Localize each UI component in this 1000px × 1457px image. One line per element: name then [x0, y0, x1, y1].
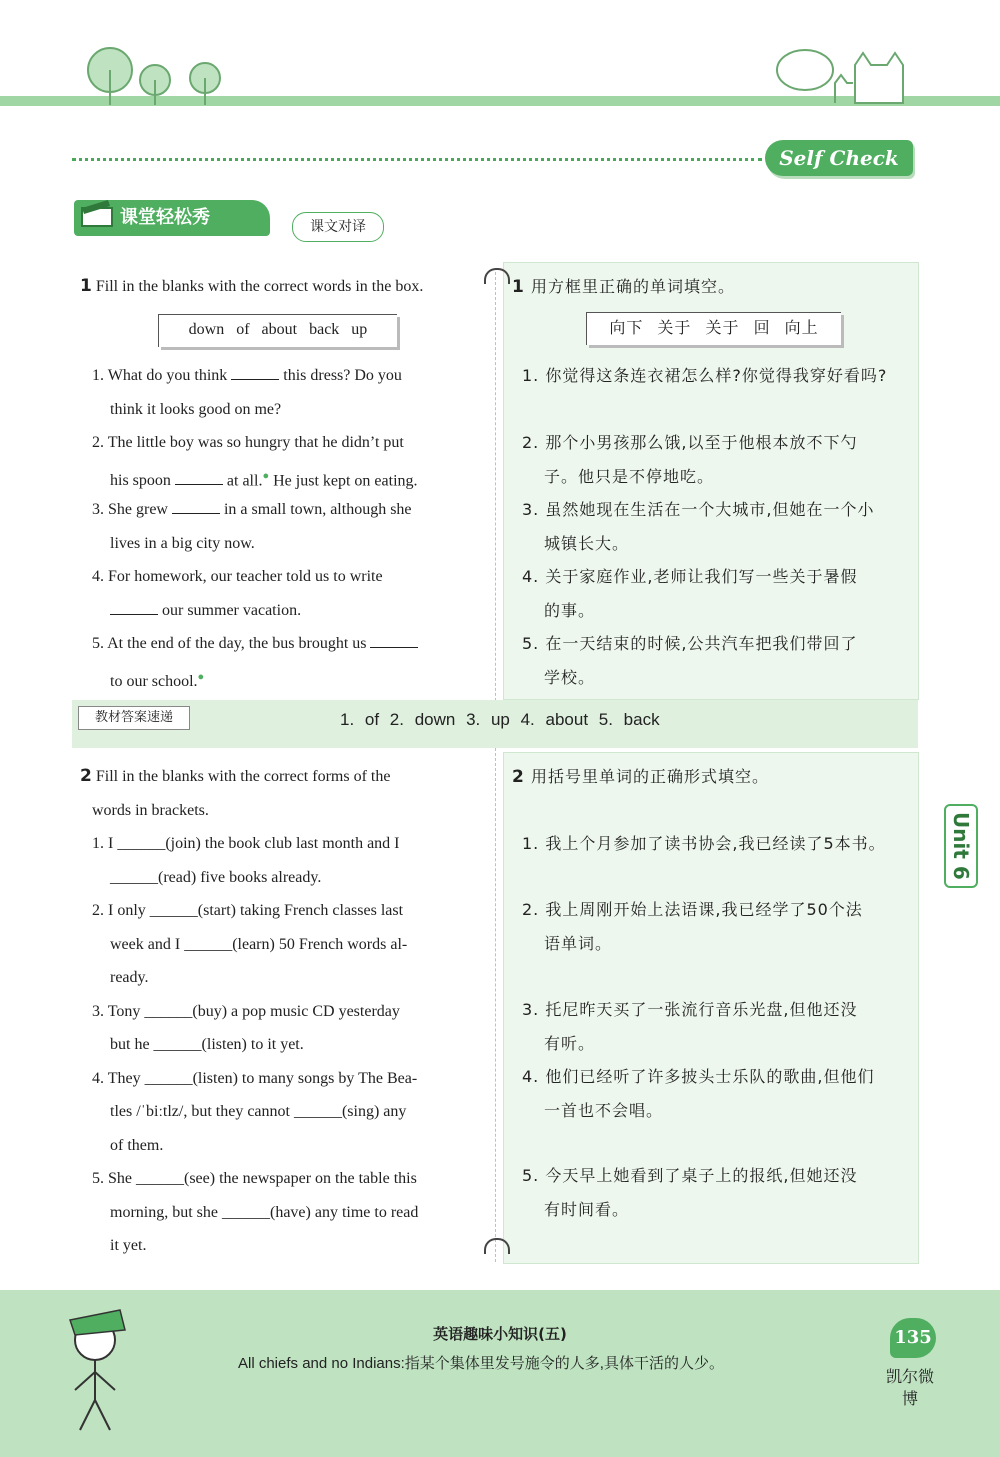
instruction-text: 用方框里正确的单词填空。	[530, 277, 735, 296]
spine-divider	[495, 272, 496, 1262]
item-number: 5.	[522, 634, 540, 653]
item-number: 1.	[92, 367, 104, 384]
item-text: What do you think	[107, 367, 228, 384]
item-text: 有时间看。	[544, 1199, 630, 1219]
item-text: He just kept on eating.	[273, 471, 418, 489]
item-text: 你觉得这条连衣裙怎么样?你觉得我穿好看吗?	[545, 366, 888, 385]
part1-zh-item-2	[522, 426, 914, 493]
self-check-banner: Self Check	[765, 140, 913, 176]
item-number: 3.	[522, 1000, 540, 1019]
item-text: 学校。	[544, 667, 596, 687]
question-number: 1	[80, 276, 92, 296]
item-number: 2.	[522, 900, 540, 919]
item-number: 1.	[522, 834, 540, 853]
part1-item-4	[92, 560, 482, 627]
item-number: 2.	[522, 433, 540, 452]
part2-zh-item-1	[522, 827, 914, 861]
question-number: 2	[512, 767, 525, 787]
item-number: 5.	[92, 635, 104, 652]
part1-zh-item-4	[522, 560, 914, 627]
item-text: 托尼昨天买了一张流行音乐光盘,但他还没	[545, 1000, 858, 1019]
answer-key: 1. of 2. down 3. up 4. about 5. back	[340, 710, 660, 729]
item-text: 今天早上她看到了桌子上的报纸,但她还没	[545, 1166, 858, 1185]
item-text: 有听。	[544, 1033, 596, 1053]
part1-instruction	[80, 270, 490, 304]
item-text: lives in a big city now.	[110, 534, 255, 552]
item-text: 子。他只是不停地吃。	[544, 466, 715, 486]
section-title: 课堂轻松秀	[74, 200, 270, 236]
item-text: For homework, our teacher told us to write	[108, 568, 383, 585]
zh-word-box: 向下 关于 关于 回 向上	[586, 312, 841, 345]
item-line: ______(read) five books already.	[110, 868, 322, 886]
item-text: this dress? Do you	[283, 367, 402, 384]
clapperboard-icon	[80, 198, 114, 228]
footer-title: 英语趣味小知识(五)	[433, 1325, 567, 1343]
answer-blank[interactable]	[231, 363, 279, 380]
item-line: 1. I ______(join) the book club last month and I	[92, 835, 400, 852]
item-text: 我上个月参加了读书协会,我已经读了5本书。	[545, 834, 886, 853]
part2-items	[92, 827, 484, 1263]
item-number: 4.	[522, 567, 540, 586]
part1-item-2	[92, 426, 482, 497]
item-line: 4. They ______(listen) to many songs by The Bea-	[92, 1069, 418, 1087]
dotted-rule	[72, 158, 762, 161]
item-text: 关于家庭作业,老师让我们写一些关于暑假	[545, 567, 858, 586]
kid-reading-illustration	[40, 1300, 150, 1440]
answer-blank[interactable]	[172, 497, 220, 514]
item-text: our summer vacation.	[162, 601, 302, 619]
item-line: morning, but she ______(have) any time to read	[110, 1203, 419, 1221]
item-line: but he ______(listen) to it yet.	[110, 1036, 304, 1053]
part2-zh-item-2	[522, 893, 914, 960]
part2-instruction	[80, 760, 484, 827]
item-number: 3.	[92, 501, 104, 518]
word-box: down of about back up	[158, 314, 397, 347]
item-text: 一首也不会唱。	[544, 1100, 664, 1120]
item-line: it yet.	[110, 1237, 147, 1254]
item-line: 5. She ______(see) the newspaper on the table this	[92, 1170, 417, 1187]
part1-item-3	[92, 493, 482, 560]
item-text: 城镇长大。	[544, 533, 630, 553]
item-text: 的事。	[544, 600, 596, 620]
answer-label: 教材答案速递	[78, 706, 190, 730]
item-text: At the end of the day, the bus brought us	[107, 635, 367, 652]
item-number: 3.	[522, 500, 540, 519]
item-text: think it looks good on me?	[110, 400, 282, 418]
instruction-text: Fill in the blanks with the correct forms of the	[95, 768, 391, 785]
part1-zh-instruction	[512, 270, 912, 305]
item-line: ready.	[110, 969, 149, 986]
part2-zh-item-3	[522, 993, 914, 1060]
answer-blank[interactable]	[370, 631, 418, 648]
cats-illustration	[775, 45, 915, 105]
item-text: 语单词。	[544, 933, 613, 953]
item-line: of them.	[110, 1136, 164, 1154]
instruction-text: Fill in the blanks with the correct words in the box.	[95, 278, 424, 295]
instruction-text: 用括号里单词的正确形式填空。	[530, 767, 769, 786]
instruction-text: words in brackets.	[92, 801, 209, 819]
item-text: She grew	[108, 501, 168, 518]
binder-ring-icon	[484, 1238, 510, 1254]
item-number: 4.	[92, 568, 104, 585]
brand-label: 凯尔微博	[885, 1367, 934, 1408]
unit-tab: Unit 6	[944, 804, 978, 888]
item-text: The little boy was so hungry that he didn’t put	[107, 434, 404, 451]
answer-blank[interactable]	[175, 468, 223, 485]
item-line: tles /ˈbiːtlz/, but they cannot ______(sing) any	[110, 1103, 407, 1120]
item-number: 1.	[522, 366, 540, 385]
part1-zh-item-3	[522, 493, 914, 560]
page-number: 135	[890, 1318, 936, 1358]
part2-zh-item-5	[522, 1159, 914, 1226]
section-tag: 课文对译	[292, 212, 384, 242]
footer-text: All chiefs and no Indians:指某个集体里发号施令的人多,具体干活的人少。	[238, 1355, 724, 1372]
note-marker-icon: ●	[262, 469, 270, 482]
footer-band	[0, 1290, 1000, 1457]
item-text: 那个小男孩那么饿,以至于他根本放不下勺	[545, 433, 858, 452]
item-line: 2. I only ______(start) taking French classes last	[92, 902, 404, 919]
item-text: 虽然她现在生活在一个大城市,但她在一个小	[545, 500, 875, 519]
part1-item-5	[92, 627, 482, 698]
part1-item-1	[92, 359, 482, 426]
question-number: 1	[512, 277, 525, 297]
part2-zh-item-4	[522, 1060, 914, 1127]
item-line: week and I ______(learn) 50 French words al-	[110, 935, 408, 953]
trees-illustration	[80, 40, 230, 110]
item-text: his spoon	[110, 471, 171, 489]
part1-zh-item-1	[522, 359, 914, 393]
answer-blank[interactable]	[110, 598, 158, 615]
item-number: 2.	[92, 434, 104, 451]
note-marker-icon: ●	[197, 670, 205, 683]
question-number: 2	[80, 766, 92, 786]
item-text: to our school.	[110, 672, 198, 690]
part1-zh-item-5	[522, 627, 914, 694]
item-number: 4.	[522, 1067, 540, 1086]
item-text: at all.	[226, 471, 263, 489]
item-text: 我上周刚开始上法语课,我已经学了50个法	[545, 900, 863, 919]
item-number: 5.	[522, 1166, 540, 1185]
item-line: 3. Tony ______(buy) a pop music CD yesterday	[92, 1002, 400, 1020]
item-text: 他们已经听了许多披头士乐队的歌曲,但他们	[545, 1067, 875, 1086]
part2-zh-instruction	[512, 760, 912, 795]
item-text: in a small town, although she	[223, 501, 412, 518]
item-text: 在一天结束的时候,公共汽车把我们带回了	[545, 634, 858, 653]
